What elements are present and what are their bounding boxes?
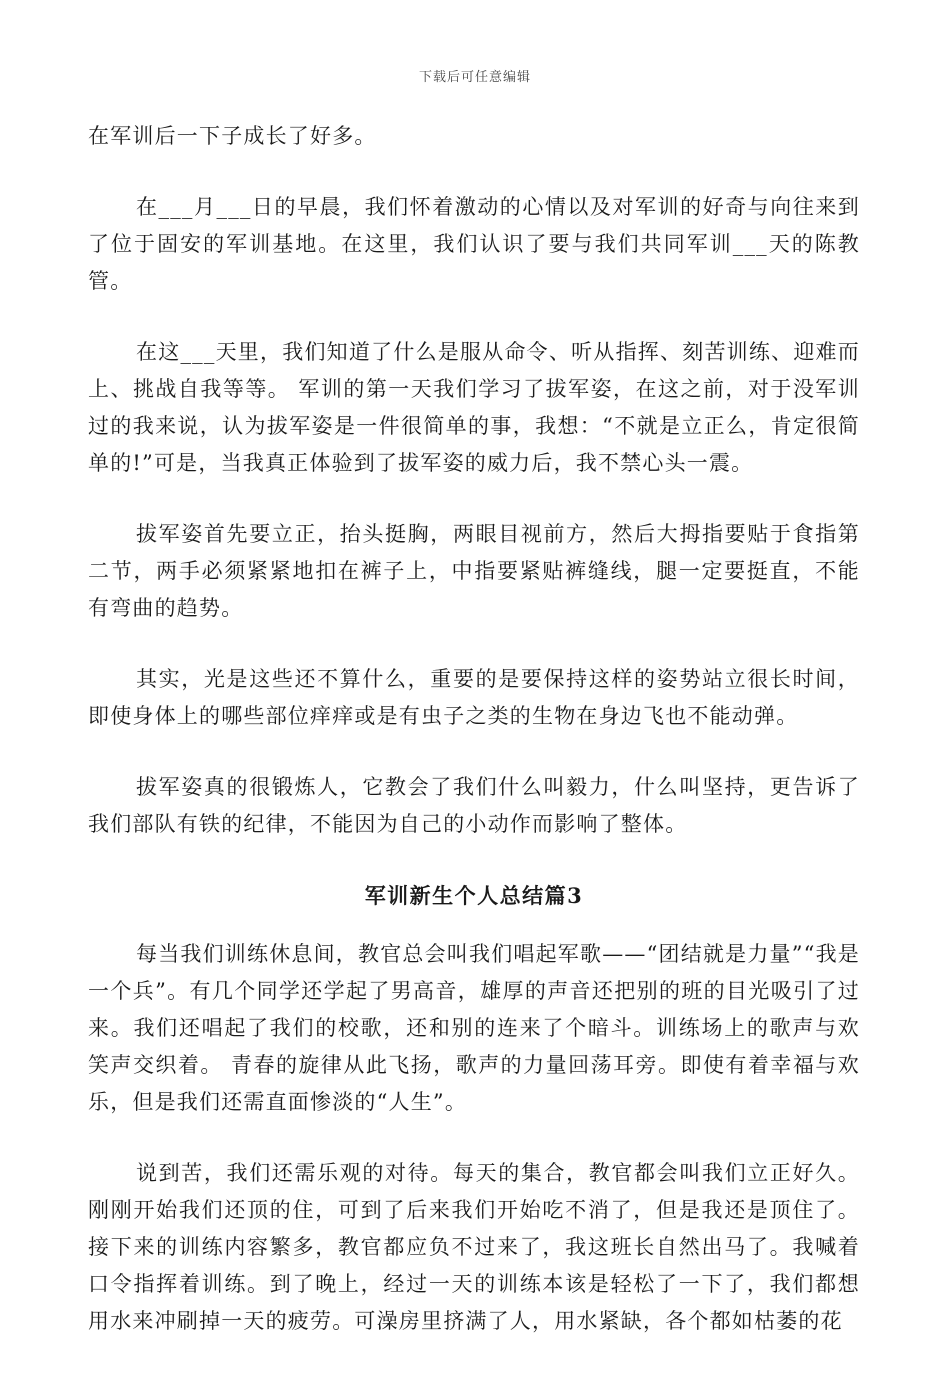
paragraph: 在这___天里，我们知道了什么是服从命令、听从指挥、刻苦训练、迎难而上、挑战自我等等。 军训的第一天我们学习了拔军姿，在这之前，对于没军训过的我来说，认为拔军姿是一件很简单的事，我想：“不就是立正么，肯定很简单的!”可是，当我真正体验到了拔军姿的威力后，我不禁心头一震。 (88, 340, 860, 475)
section-title: 军训新生个人总结篇3 (364, 883, 584, 908)
paragraph: 在___月___日的早晨，我们怀着激动的心情以及对军训的好奇与向往来到了位于固安的军训基地。在这里，我们认识了要与我们共同军训___天的陈教管。 (88, 195, 860, 293)
paragraph: 在军训后一下子成长了好多。 (88, 124, 377, 148)
paragraph: 每当我们训练休息间，教官总会叫我们唱起军歌——“团结就是力量”“我是一个兵”。有几个同学还学起了男高音，雄厚的声音还把别的班的目光吸引了过来。我们还唱起了我们的校歌，还和别的连来了个暗斗。训练场上的歌声与欢笑声交织着。 青春的旋律从此飞扬，歌声的力量回荡耳旁。即使有着幸福与欢乐，但是我们还需直面惨淡的“人生”。 (88, 942, 861, 1114)
paragraph: 说到苦，我们还需乐观的对待。每天的集合，教官都会叫我们立正好久。刚刚开始我们还顶的住，可到了后来我们开始吃不消了，但是我还是顶住了。接下来的训练内容繁多，教官都应负不过来了，我这班长自然出马了。我喊着口令指挥着训练。到了晚上，经过一天的训练本该是轻松了一下了，我们都想用水来冲刷掉一天的疲劳。可澡房里挤满了人，用水紧缺，各个都如枯萎的花 (88, 1161, 860, 1333)
paragraph: 其实，光是这些还不算什么，重要的是要保持这样的姿势站立很长时间，即使身体上的哪些部位痒痒或是有虫子之类的生物在身边飞也不能动弹。 (88, 667, 860, 728)
paragraph: 拔军姿首先要立正，抬头挺胸，两眼目视前方，然后大拇指要贴于食指第二节，两手必须紧紧地扣在裤子上，中指要紧贴裤缝线，腿一定要挺直，不能有弯曲的趋势。 (88, 522, 860, 620)
paragraph: 拔军姿真的很锻炼人，它教会了我们什么叫毅力，什么叫坚持，更告诉了我们部队有铁的纪律，不能因为自己的小动作而影响了整体。 (88, 775, 860, 836)
page-header: 下载后可任意编辑 (418, 70, 531, 85)
document-body (88, 118, 860, 1374)
